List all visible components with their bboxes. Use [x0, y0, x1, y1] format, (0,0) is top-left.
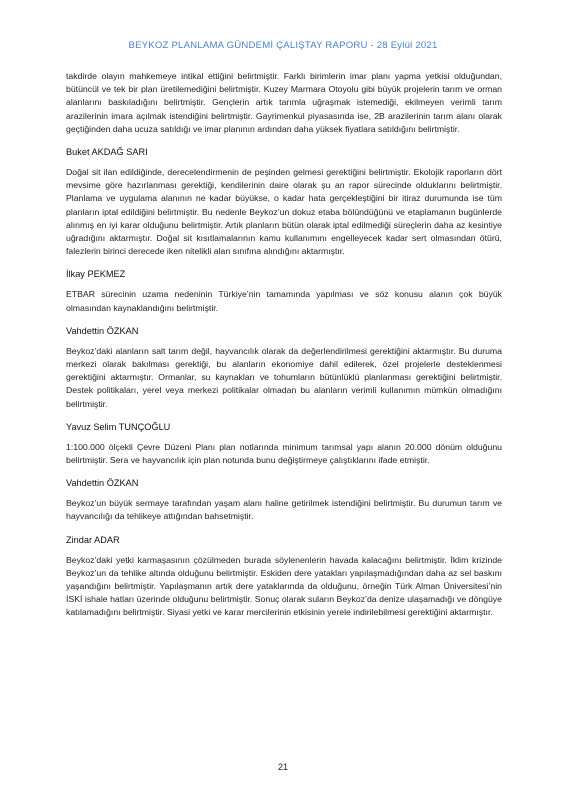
report-header: BEYKOZ PLANLAMA GÜNDEMİ ÇALIŞTAY RAPORU - 28 Eylül 2021 [128, 40, 438, 51]
speaker-name: Zindar ADAR [66, 534, 120, 545]
speaker-name: Buket AKDAĞ SARI [66, 147, 148, 158]
paragraph: Beykoz’un büyük sermaye tarafından yaşam alanı haline getirilmek istendiğini belirtmiştir. Bu durumun tarım ve hayvancılığı da tehlikeye attığından bahsetmiştir. [66, 498, 502, 522]
speaker-name: Vahdettin ÖZKAN [66, 478, 139, 489]
document-body [66, 70, 502, 630]
speaker-name: Vahdettin ÖZKAN [66, 325, 139, 336]
paragraph: Doğal sit ilan edildiğinde, derecelendirmenin de peşinden gelmesi gerektiğini belirtmiştir. Ekolojik raporların dört mevsime göre hazırlanması gerektiği, kendilerinin daire olarak şu an rapor sürecinde olduklarını belirtmiştir. Planlama ve uygulama alanının ne kadar büyükse, o kadar hata gerçekleştiğini bir itiraz durumunda ise tüm planların iptal edildiğini belirtmiştir. Bu nedenle Beykoz’un dokuz etaba bölündüğünü ve etaplamanın bugünlerde alınmış en iyi karar olduğunu belirtmiştir. Artık planların bütün olarak iptal edilmediği süreçlerin daha az kesintiye uğradığını aktarmıştır. Doğal sit kısıtlamalarının kamu kullanımını engelleyecek kadar sert olmasından ötürü, falezlerin birinci derecede iken nitelikli alan sınıfına alındığını aktarmıştır. [66, 167, 502, 257]
paragraph: Beykoz’daki alanların salt tarım değil, hayvancılık olarak da değerlendirilmesi gerektiğini aktarmıştır. Bu duruma merkezi olarak bakılması gerektiği, bu alanların ekonomiye dahil edilerek, özel projelerle desteklenmesi gerektiğini aktarmıştır. Ormanlar, su kaynakları ve tohumların bütünlüklü planlanması gerektiğini belirtmiştir. Destek politikaları, yerel veya merkezi politikalar olmadan bu alanların verimli kullanımın mümkün olmadığını belirtmiştir. [66, 345, 502, 409]
page-number: 21 [277, 762, 288, 772]
speaker-name: Yavuz Selim TUNÇOĞLU [66, 421, 171, 432]
paragraph: 1:100.000 ölçekli Çevre Düzeni Planı plan notlarında minimum tarımsal yapı alanın 20.000 dönüm olduğunu belirtmiştir. Sera ve hayvancılık için plan notunda bunu değiştirmeye çalıştıklarını ifade etmiştir. [66, 441, 502, 466]
paragraph: ETBAR sürecinin uzama nedeninin Türkiye’nin tamamında yapılması ve söz konusu alanın çok büyük olmasından kaynaklandığını belirtmiştir. [66, 289, 502, 313]
speaker-name: İlkay PEKMEZ [66, 269, 126, 280]
paragraph: Beykoz’daki yetki karmaşasının çözülmeden burada söylenenlerin havada kalacağını belirtmiştir. İklim krizinde Beykoz’un da tehlike altında olduğunu belirtmiştir. Eskiden dere yatakları yapılaşmadığından daha az sel baskını yaşandığını belirtmiştir. Yapılaşmanın artık dere yataklarında da olduğunu, örneğin Türk Alman Üniversitesi’nin İSKİ ishale hatları üzerinde olduğunu belirtmiştir. Sonuç olarak suların Beykoz’da denize ulaşamadığı ve döngüye katılamadığını belirtmiştir. Siyasi yetki ve karar mercilerinin etkisinin yerele indirilebilmesi gerektiğini aktarmıştır. [66, 554, 502, 618]
paragraph: takdirde olayın mahkemeye intikal ettiğini belirtmiştir. Farklı birimlerin imar planı yapma yetkisi olduğundan, bütüncül ve tek bir plan üretilemediğini belirtmiştir. Kuzey Marmara Otoyolu gibi büyük projelerin tarım ve orman alanlarını baskıladığını belirtmiştir. Gençlerin artık tarımla uğraşmak istemediği, ekilmeyen verimli tarım arazilerinin imara açılmak istendiğini belirtmiştir. Gayrimenkul piyasasında ise, 2B arazilerinin tarım alanı olarak geçtiğinden daha ucuza satıldığı ve imar planının ardından daha yüksek fiyatlara satıldığını belirtmiştir. [66, 71, 502, 134]
